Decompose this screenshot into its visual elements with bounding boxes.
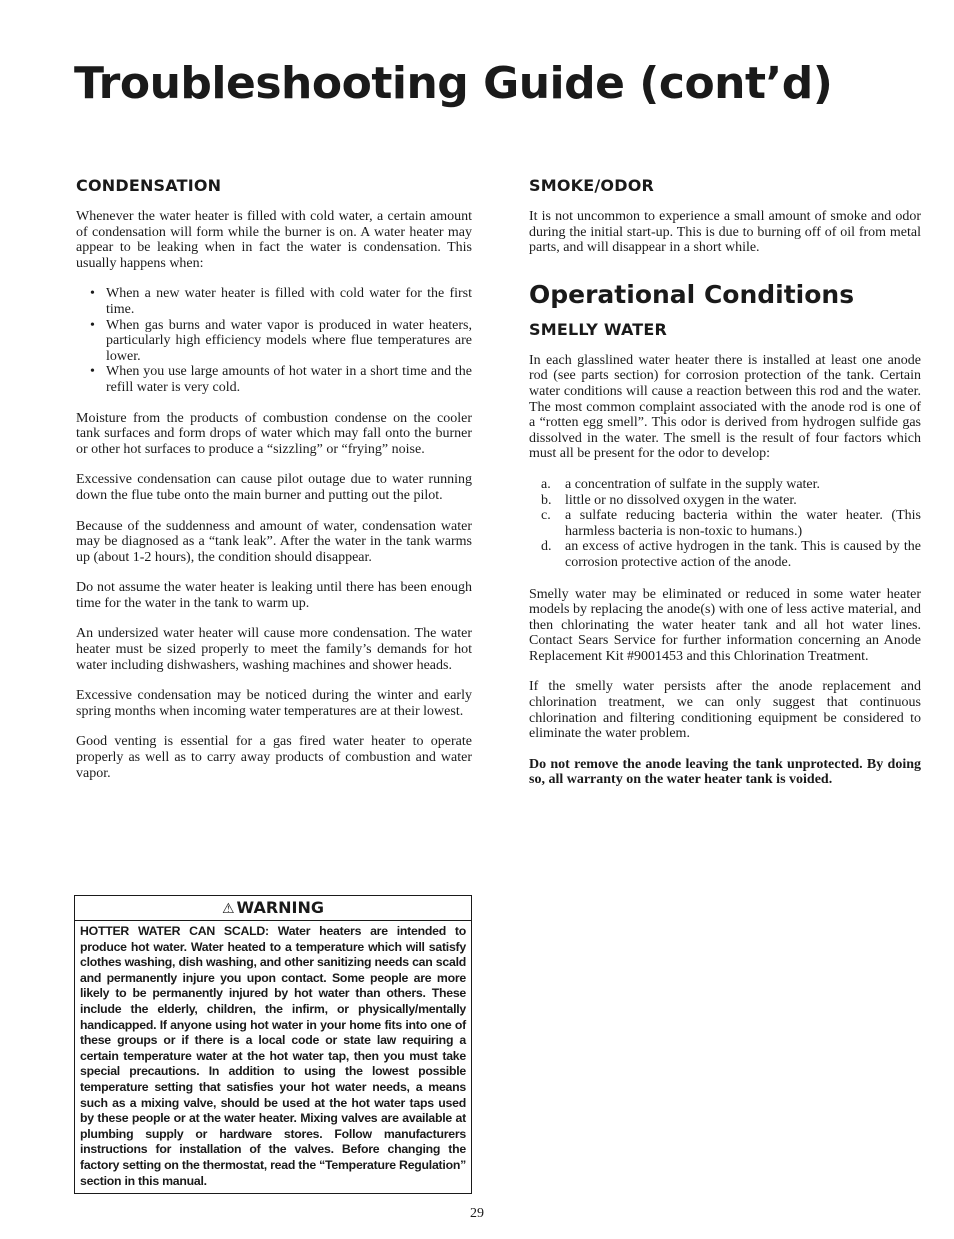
condensation-paragraph: Excessive condensation can cause pilot outage due to water running down the flue tube onto the main burner and putting out the pilot. <box>76 472 472 503</box>
warning-triangle-icon: ⚠ <box>221 901 235 917</box>
list-item-text: little or no dissolved oxygen in the water. <box>565 492 797 508</box>
smoke-odor-text: It is not uncommon to experience a small amount of smoke and odor during the initial start-up. This is due to burning off of oil from metal parts, and will disappear in a short while. <box>529 209 921 256</box>
warning-title: WARNING <box>236 898 325 917</box>
warning-box <box>74 895 472 1194</box>
right-column <box>529 176 921 803</box>
list-item: • When a new water heater is filled with cold water for the first time. <box>106 286 472 317</box>
warning-header <box>75 898 471 921</box>
condensation-bullet-list <box>76 286 472 395</box>
list-letter: b. <box>541 492 552 508</box>
condensation-paragraph: Excessive condensation may be noticed during the winter and early spring months when incoming water temperatures are at their lowest. <box>76 688 472 719</box>
list-item-text: an excess of active hydrogen in the tank. This is caused by the corrosion protective action of the anode. <box>565 539 921 570</box>
list-item <box>541 492 921 509</box>
list-item-text: a concentration of sulfate in the supply water. <box>565 476 821 492</box>
page-number: 29 <box>470 1206 484 1221</box>
list-letter: d. <box>541 539 552 555</box>
condensation-heading: CONDENSATION <box>76 176 222 195</box>
warning-body: HOTTER WATER CAN SCALD: Water heaters are intended to produce hot water. Water heated to a temperature which will satisfy clothes washing, dish washing, and other sanitizing needs can scald and permanently injure you upon contact. Some people are more likely to be permanently injured by hot water than others. These include the elderly, children, the infirm, or physically/mentally handicapped. If anyone using hot water in your home fits into one of these groups or if there is a local code or state law requiring a certain temperature water at the hot water tap, then you must take special precautions. In addition to using the lowest possible temperature setting that satisfies your hot water needs, a means such as a mixing valve, should be used at the hot water taps used by these people or at the water heater. Mixing valves are available at plumbing supply or hardware stores. Follow manufacturers instructions for installation of the valves. Before changing the factory setting on the thermostat, read the “Temperature Regulation” section in this manual. <box>80 924 466 1188</box>
list-item: • When gas burns and water vapor is produced in water heaters, particularly high efficiency models where flue temperatures are lower. <box>106 318 472 365</box>
list-item <box>541 539 921 570</box>
page-title: Troubleshooting Guide (cont’d) <box>74 58 833 109</box>
odor-factors-list <box>529 477 921 571</box>
condensation-paragraph: Good venting is essential for a gas fired water heater to operate properly as well as to carry away products of combustion and water vapor. <box>76 734 472 781</box>
anode-caution: Do not remove the anode leaving the tank unprotected. By doing so, all warranty on the water heater tank is voided. <box>529 756 921 788</box>
smelly-water-paragraph: If the smelly water persists after the anode replacement and chlorination treatment, we can only suggest that continuous chlorination and filtering conditioning equipment be considered to eliminate the water problem. <box>529 679 921 742</box>
condensation-paragraph: An undersized water heater will cause more condensation. The water heater must be sized properly to meet the family’s demands for hot water including dishwashers, washing machines and shower heads. <box>76 626 472 673</box>
condensation-paragraph: Moisture from the products of combustion condense on the cooler tank surfaces and form drops of water which may fall onto the burner or other hot surfaces to produce a “sizzling” or “frying” noise. <box>76 410 472 457</box>
smoke-odor-heading: SMOKE/ODOR <box>529 176 655 195</box>
condensation-paragraph: Because of the suddenness and amount of water, condensation water may be diagnosed as a “tank leak”. After the water in the tank warms up (about 1-2 hours), the condition should disappear. <box>76 518 472 565</box>
list-item-text: a sulfate reducing bacteria within the water heater. (This harmless bacteria is non-toxic to humans.) <box>565 508 921 539</box>
left-column <box>76 176 472 796</box>
smelly-water-paragraph: Smelly water may be eliminated or reduced in some water heater models by replacing the anode(s) with one of less active material, and then chlorinating the water heater tank and all hot water lines. Contact Sears Service for further information concerning an Anode Replacement Kit #9001453 and this Chlorination Treatment. <box>529 586 921 664</box>
list-letter: a. <box>541 476 551 492</box>
operational-conditions-heading: Operational Conditions <box>529 279 855 309</box>
list-item <box>541 476 921 493</box>
smelly-water-intro: In each glasslined water heater there is installed at least one anode rod (see parts section) for corrosion protection of the tank. Certain water conditions will cause a reaction between this rod and the water. The most common complaint associated with the anode rod is one of a “rotten egg smell”. This odor is derived from hydrogen sulfide gas dissolved in the water. The smell is the result of four factors which must all be present for the odor to develop: <box>529 352 921 462</box>
smelly-water-heading: SMELLY WATER <box>529 319 668 339</box>
condensation-intro: Whenever the water heater is filled with cold water, a certain amount of condensation will form while the burner is on. A water heater may appear to be leaking when in fact the water is condensation. This usually happens when: <box>76 209 472 271</box>
list-item: • When you use large amounts of hot water in a short time and the refill water is very cold. <box>106 364 472 395</box>
list-letter: c. <box>541 508 551 524</box>
condensation-paragraph: Do not assume the water heater is leaking until there has been enough time for the water in the tank to warm up. <box>76 580 472 611</box>
list-item <box>541 508 921 539</box>
